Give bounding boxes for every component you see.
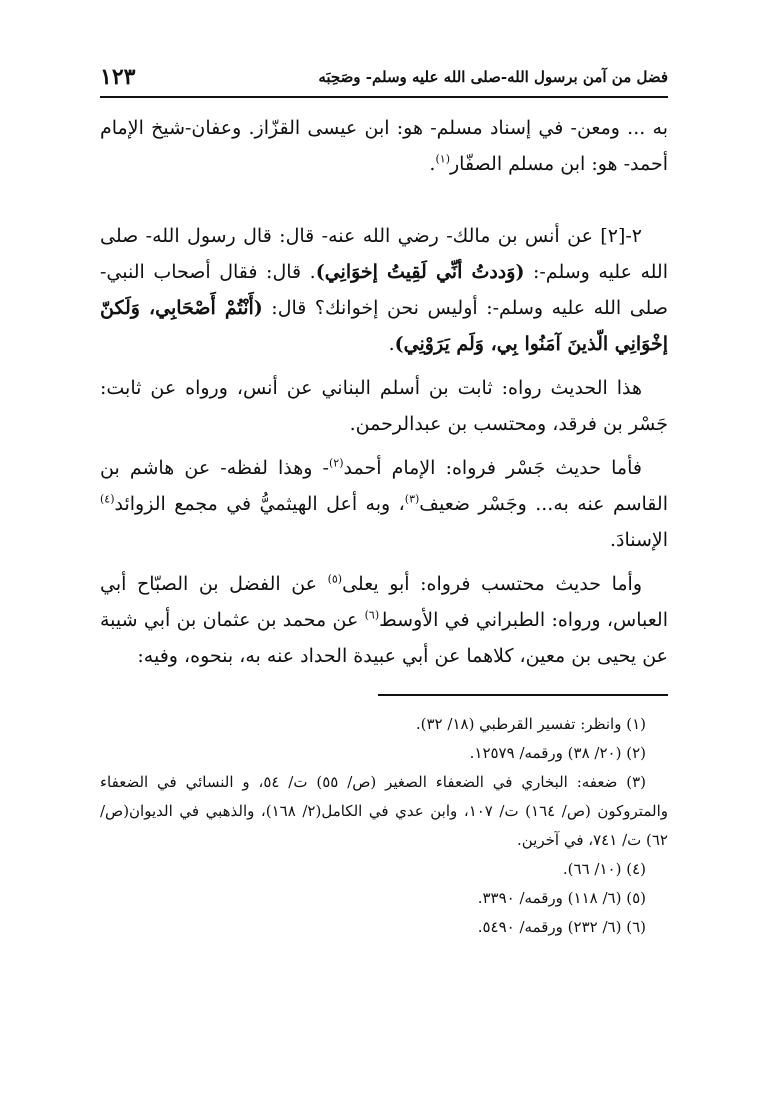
paragraph-4 <box>100 450 668 558</box>
book-page <box>100 62 668 942</box>
paragraph-2-end: . <box>388 333 395 355</box>
header-rule <box>100 96 668 98</box>
paragraph-2-text-b: . قال: فقال أصحاب النبي- صلى الله عليه وسلم-: أوليس نحن إخوانك؟ قال: <box>100 261 668 319</box>
footnote-ref-6[interactable]: (٦) <box>364 608 380 622</box>
paragraph-1-text: به ... ومعن- في إسناد مسلم- هو: ابن عيسى القزّاز. وعفان-شيخ الإمام أحمد- هو: ابن مسلم الصفّار <box>100 117 668 175</box>
paragraph-1-end: . <box>429 153 436 175</box>
footnote-ref-3[interactable]: (٣) <box>404 492 420 506</box>
footnote-rule <box>378 694 668 696</box>
paragraph-5 <box>100 566 668 674</box>
paragraph-5-text-a: وأما حديث محتسب فرواه: أبو يعلى <box>342 573 643 595</box>
footnote-1: (١) وانظر: تفسير القرطبي (١٨/ ٣٢). <box>415 715 646 733</box>
footnote-ref-2[interactable]: (٢) <box>328 456 344 470</box>
footnotes <box>100 710 668 942</box>
footnote-6: (٦) (٦/ ٢٣٢) ورقمه/ ٥٤٩٠. <box>477 918 646 936</box>
paragraph-5-text-c: عن محمد بن عثمان بن أبي شيبة عن يحيى بن معين، كلاهما عن أبي عبيدة الحداد عنه به، بنحوه، وفيه: <box>100 609 668 667</box>
paragraph-4-text-b: - وهذا لفظه- عن هاشم بن القاسم عنه به... وجَسْر ضعيف <box>100 457 668 515</box>
paragraph-4-text-a: فأما حديث جَسْر فرواه: الإمام أحمد <box>343 457 642 479</box>
footnote-ref-4[interactable]: (٤) <box>100 492 115 506</box>
paragraph-4-text-c: ، وبه أعل الهيثميُّ في مجمع الزوائد <box>114 493 405 515</box>
running-title: فضل من آمن برسول الله-صلى الله عليه وسلم- وصَحِبَه <box>318 68 668 86</box>
body-text <box>100 110 668 674</box>
footnote-4: (٤) (١٠/ ٦٦). <box>562 860 646 878</box>
paragraph-2 <box>100 218 668 362</box>
footnote-5: (٥) (٦/ ١١٨) ورقمه/ ٣٣٩٠. <box>477 889 646 907</box>
footnote-ref-5[interactable]: (٥) <box>327 572 343 586</box>
paragraph-1 <box>100 110 668 182</box>
hadith-quote-2: (أَنْتُمْ أَصْحَابِي، وَلَكنّ إخْوَانِي الّذينَ آمَنُوا بِي، وَلَم يَرَوْنِي) <box>100 297 668 355</box>
footnote-2: (٢) (٢٠/ ٣٨) ورقمه/ ١٢٥٧٩. <box>469 744 646 762</box>
page-number: ١٢٣ <box>100 64 136 90</box>
hadith-quote-1: (وَددتُ أنِّي لَقِيتُ إخوَانِي) <box>315 261 525 283</box>
footnote-ref-1[interactable]: (١) <box>435 152 450 166</box>
paragraph-5-text-b: عن الفضل بن الصبّاح أبي العباس، ورواه: الطبراني في الأوسط <box>100 573 668 631</box>
page-header <box>100 62 668 98</box>
paragraph-2-text-a: ٢-[٢] عن أنس بن مالك- رضي الله عنه- قال: قال رسول الله- صلى الله عليه وسلم-: <box>100 225 669 283</box>
paragraph-4-text-d: الإسنادَ. <box>609 529 668 551</box>
paragraph-3: هذا الحديث رواه: ثابت بن أسلم البناني عن أنس، ورواه عن ثابت: جَسْر بن فرقد، ومحتسب بن عبدالرحمن. <box>100 377 668 435</box>
footnote-3: (٣) ضعفه: البخاري في الضعفاء الصغير (ص/ ٥٥) ت/ ٥٤، و النسائي في الضعفاء والمتروكون (ص/ ١٦٤) ت/ ١٠٧، وابن عدي في الكامل(٢/ ١٦٨)، والذهبي في الديوان(ص/ ٦٢) ت/ ٧٤١، في آخرين. <box>100 773 668 849</box>
